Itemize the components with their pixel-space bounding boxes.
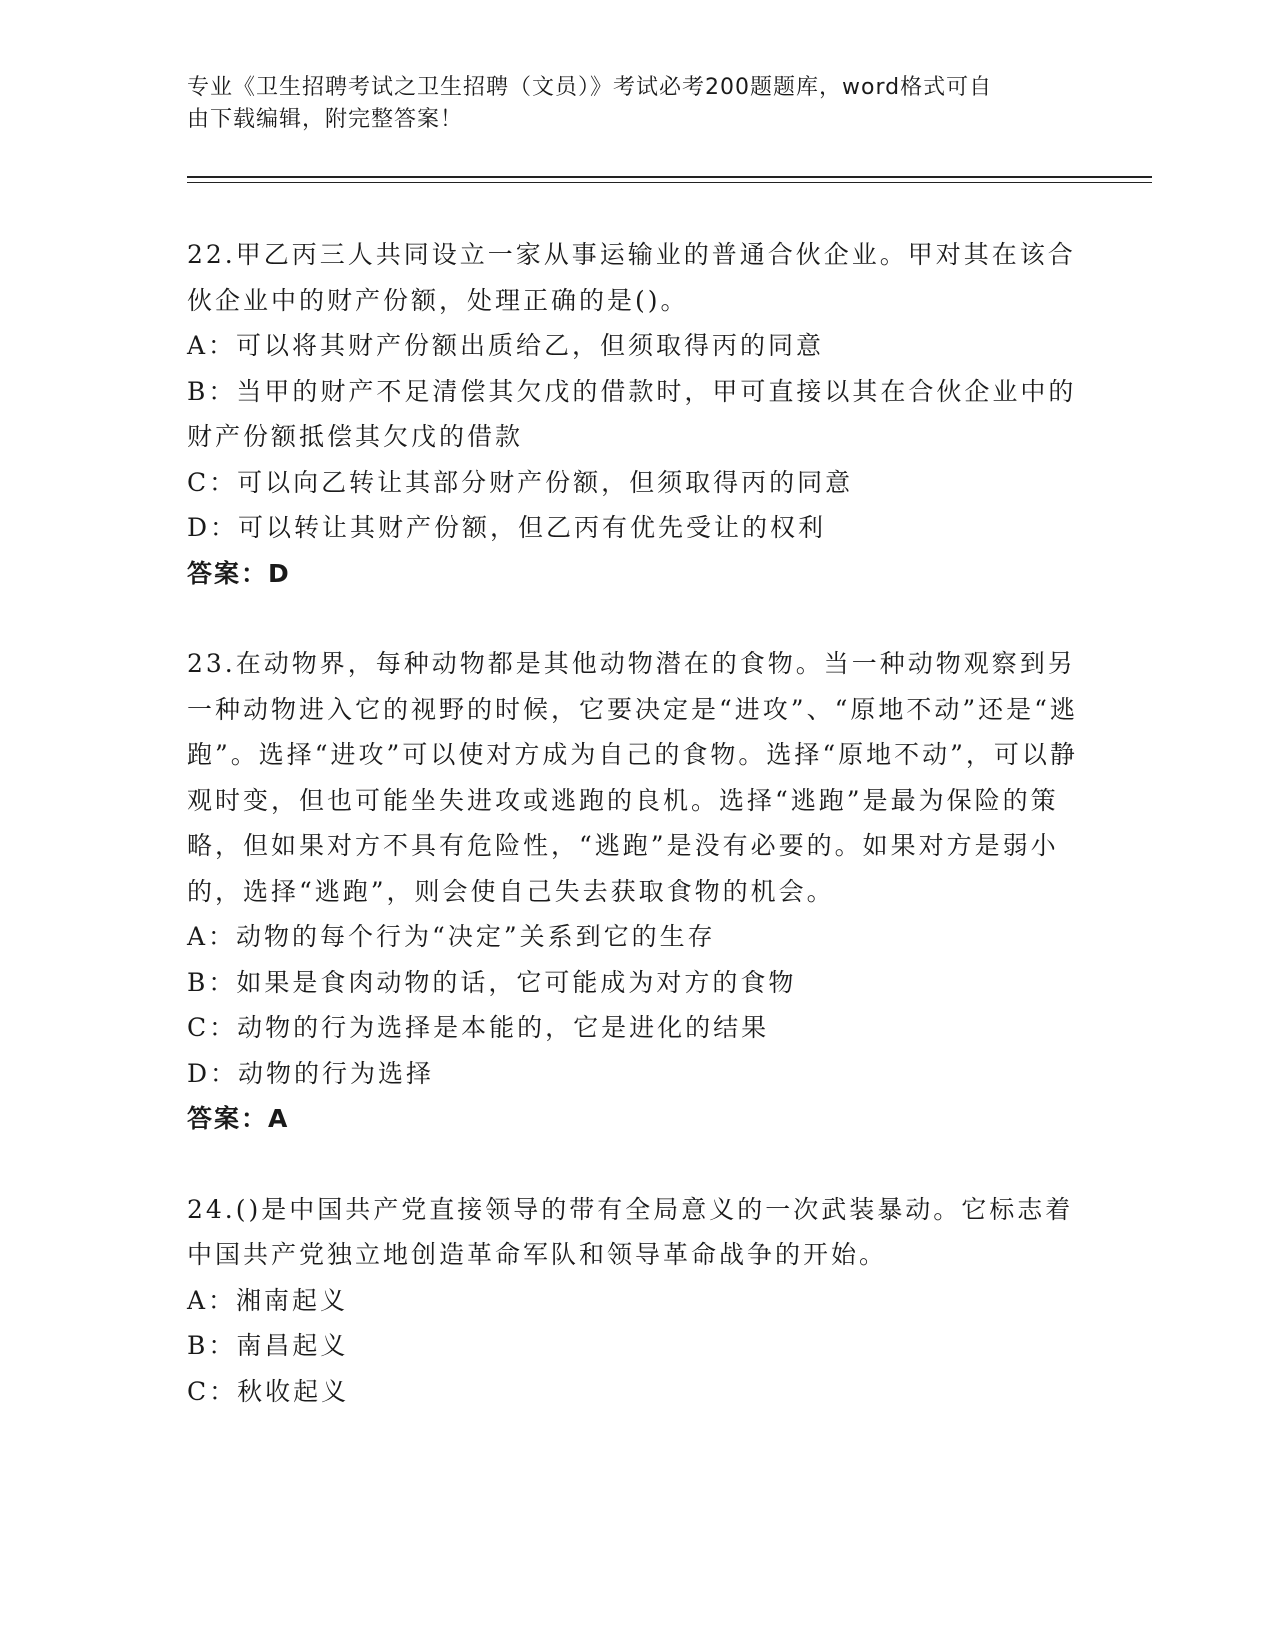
document-header (187, 72, 1087, 136)
header-divider (187, 176, 1152, 183)
header-line-1: 专业《卫生招聘考试之卫生招聘（文员）》考试必考200题题库，word格式可自 (187, 75, 993, 100)
answer-label: 答案：D (187, 558, 291, 588)
question-22 (187, 232, 1087, 596)
question-stem: 23.在动物界，每种动物都是其他动物潜在的食物。当一种动物观察到另一种动物进入它的视野的时候，它要决定是“进攻”、“原地不动”还是“逃跑”。选择“进攻”可以使对方成为自己的食物。选择“原地不动”，可以静观时变，但也可能坐失进攻或逃跑的良机。选择“逃跑”是最为保险的策略，但如果对方不具有危险性，“逃跑”是没有必要的。如果对方是弱小的，选择“逃跑”，则会使自己失去获取食物的机会。 (187, 649, 1078, 906)
option-b: B：如果是食肉动物的话，它可能成为对方的食物 (187, 967, 797, 997)
option-c: C：可以向乙转让其部分财产份额，但须取得丙的同意 (187, 467, 854, 497)
option-a: A：湘南起义 (187, 1285, 349, 1315)
header-line-2: 由下载编辑，附完整答案！ (187, 107, 464, 132)
option-c: C：秋收起义 (187, 1376, 350, 1406)
option-b: B：当甲的财产不足清偿其欠戊的借款时，甲可直接以其在合伙企业中的财产份额抵偿其欠戊的借款 (187, 376, 1077, 451)
question-list (187, 232, 1087, 1414)
question-23 (187, 641, 1087, 1142)
option-a: A：动物的每个行为“决定”关系到它的生存 (187, 922, 716, 951)
option-a: A：可以将其财产份额出质给乙，但须取得丙的同意 (187, 331, 825, 360)
option-b: B：南昌起义 (187, 1331, 349, 1360)
option-d: D：动物的行为选择 (187, 1058, 435, 1088)
question-stem: 24.()是中国共产党直接领导的带有全局意义的一次武装暴动。它标志着中国共产党独立地创造革命军队和领导革命战争的开始。 (187, 1194, 1074, 1269)
option-c: C：动物的行为选择是本能的，它是进化的结果 (187, 1013, 770, 1042)
answer-label: 答案：A (187, 1104, 290, 1133)
question-stem: 22.甲乙丙三人共同设立一家从事运输业的普通合伙企业。甲对其在该合伙企业中的财产份额，处理正确的是()。 (187, 240, 1076, 315)
option-d: D：可以转让其财产份额，但乙丙有优先受让的权利 (187, 513, 827, 542)
question-24 (187, 1187, 1087, 1415)
